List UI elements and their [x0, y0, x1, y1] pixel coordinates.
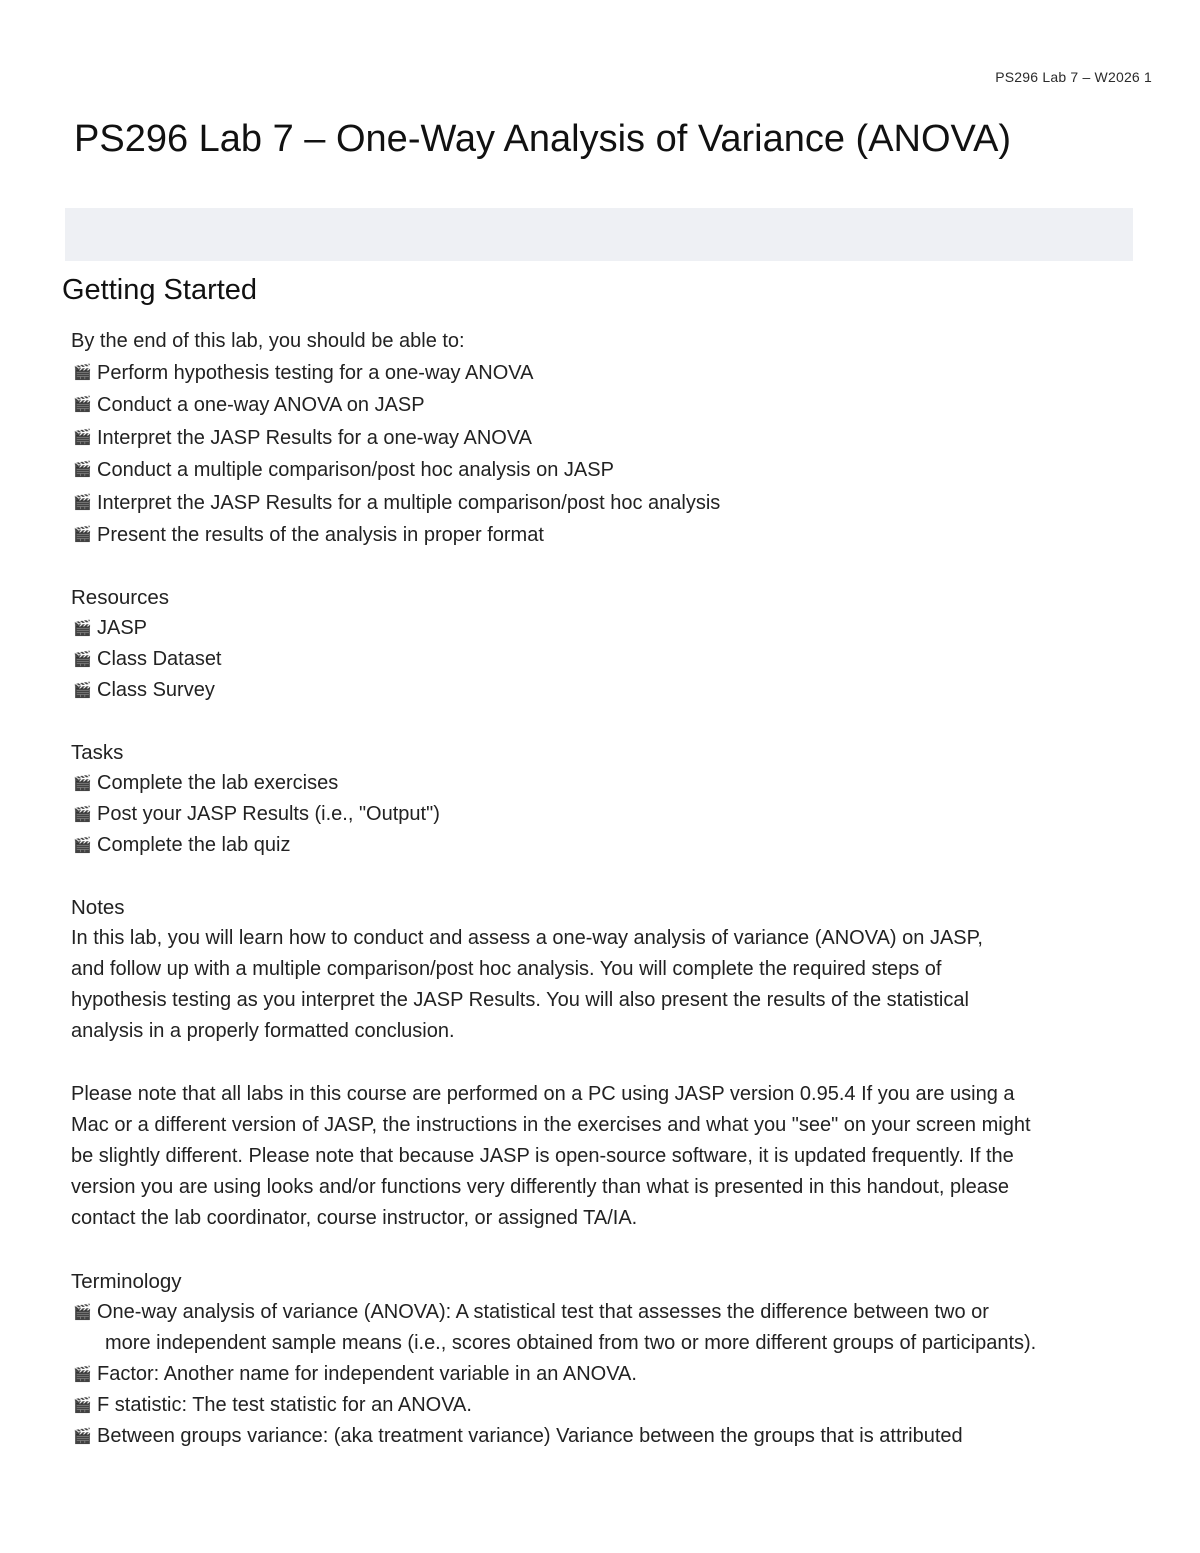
list-item: 🎬 F statistic: The test statistic for an ANOVA. [71, 1390, 1141, 1421]
terminology-list [71, 1297, 1141, 1452]
clapperboard-bullet-icon: 🎬 [73, 682, 92, 700]
list-item: 🎬 Post your JASP Results (i.e., "Output") [71, 799, 1141, 830]
list-item: 🎬 Complete the lab exercises [71, 768, 1141, 799]
list-item: 🎬 Conduct a multiple comparison/post hoc analysis on JASP [71, 454, 1141, 486]
document-title: PS296 Lab 7 – One-Way Analysis of Variance (ANOVA) [74, 118, 1012, 160]
clapperboard-bullet-icon: 🎬 [73, 1304, 92, 1322]
list-item: 🎬 Between groups variance: (aka treatment variance) Variance between the groups that is attributed [71, 1421, 1141, 1452]
terminology-heading: Terminology [71, 1270, 182, 1294]
list-item: 🎬 JASP [71, 613, 1141, 644]
objectives-intro: By the end of this lab, you should be able to: [71, 330, 465, 352]
list-item: 🎬 Class Dataset [71, 644, 1141, 675]
list-item: 🎬 Present the results of the analysis in proper format [71, 519, 1141, 551]
clapperboard-bullet-icon: 🎬 [73, 806, 92, 824]
clapperboard-bullet-icon: 🎬 [73, 775, 92, 793]
running-head: PS296 Lab 7 – W2026 1 [995, 69, 1152, 85]
clapperboard-bullet-icon: 🎬 [73, 1366, 92, 1384]
document-body [71, 325, 1141, 1452]
clapperboard-bullet-icon: 🎬 [73, 620, 92, 638]
clapperboard-bullet-icon: 🎬 [73, 651, 92, 669]
list-item: 🎬 Interpret the JASP Results for a multiple comparison/post hoc analysis [71, 487, 1141, 519]
list-item: 🎬 One-way analysis of variance (ANOVA): A statistical test that assesses the difference between two or more independent sample means (i.e., scores obtained from two or more different groups of participants). [71, 1297, 1141, 1359]
clapperboard-bullet-icon: 🎬 [73, 461, 92, 479]
clapperboard-bullet-icon: 🎬 [73, 1428, 92, 1446]
clapperboard-bullet-icon: 🎬 [73, 364, 92, 381]
clapperboard-bullet-icon: 🎬 [73, 837, 92, 855]
clapperboard-bullet-icon: 🎬 [73, 526, 92, 544]
clapperboard-bullet-icon: 🎬 [73, 396, 92, 414]
tasks-list [71, 768, 1141, 861]
notes-paragraph-1: In this lab, you will learn how to conduct and assess a one-way analysis of variance (ANOVA) on JASP, and follow up with a multiple comparison/post hoc analysis. You will complete the required steps of hypothesis testing as you interpret the JASP Results. You will also present the results of the statistical analysis in a properly formatted conclusion. [71, 927, 983, 1043]
list-item: 🎬 Perform hypothesis testing for a one-way ANOVA [71, 357, 1141, 389]
list-item: 🎬 Class Survey [71, 675, 1141, 706]
list-item: 🎬 Complete the lab quiz [71, 830, 1141, 861]
tasks-heading: Tasks [71, 741, 124, 765]
title-divider-band [65, 208, 1133, 261]
resources-list [71, 613, 1141, 706]
clapperboard-bullet-icon: 🎬 [73, 1397, 92, 1415]
resources-heading: Resources [71, 586, 169, 610]
notes-paragraph-2: Please note that all labs in this course are performed on a PC using JASP version 0.95.4 If you are using a Mac or a different version of JASP, the instructions in the exercises and what you "see" on your screen might be slightly different. Please note that because JASP is open-source software, it is updated frequently. If the version you are using looks and/or functions very differently than what is presented in this handout, please contact the lab coordinator, course instructor, or assigned TA/IA. [71, 1083, 1031, 1230]
list-item: 🎬 Interpret the JASP Results for a one-way ANOVA [71, 422, 1141, 454]
notes-heading: Notes [71, 896, 125, 920]
objectives-list [71, 357, 1141, 551]
clapperboard-bullet-icon: 🎬 [73, 428, 92, 446]
list-item: 🎬 Factor: Another name for independent variable in an ANOVA. [71, 1359, 1141, 1390]
list-item: 🎬 Conduct a one-way ANOVA on JASP [71, 389, 1141, 421]
getting-started-heading: Getting Started [62, 274, 258, 306]
clapperboard-bullet-icon: 🎬 [73, 493, 92, 511]
